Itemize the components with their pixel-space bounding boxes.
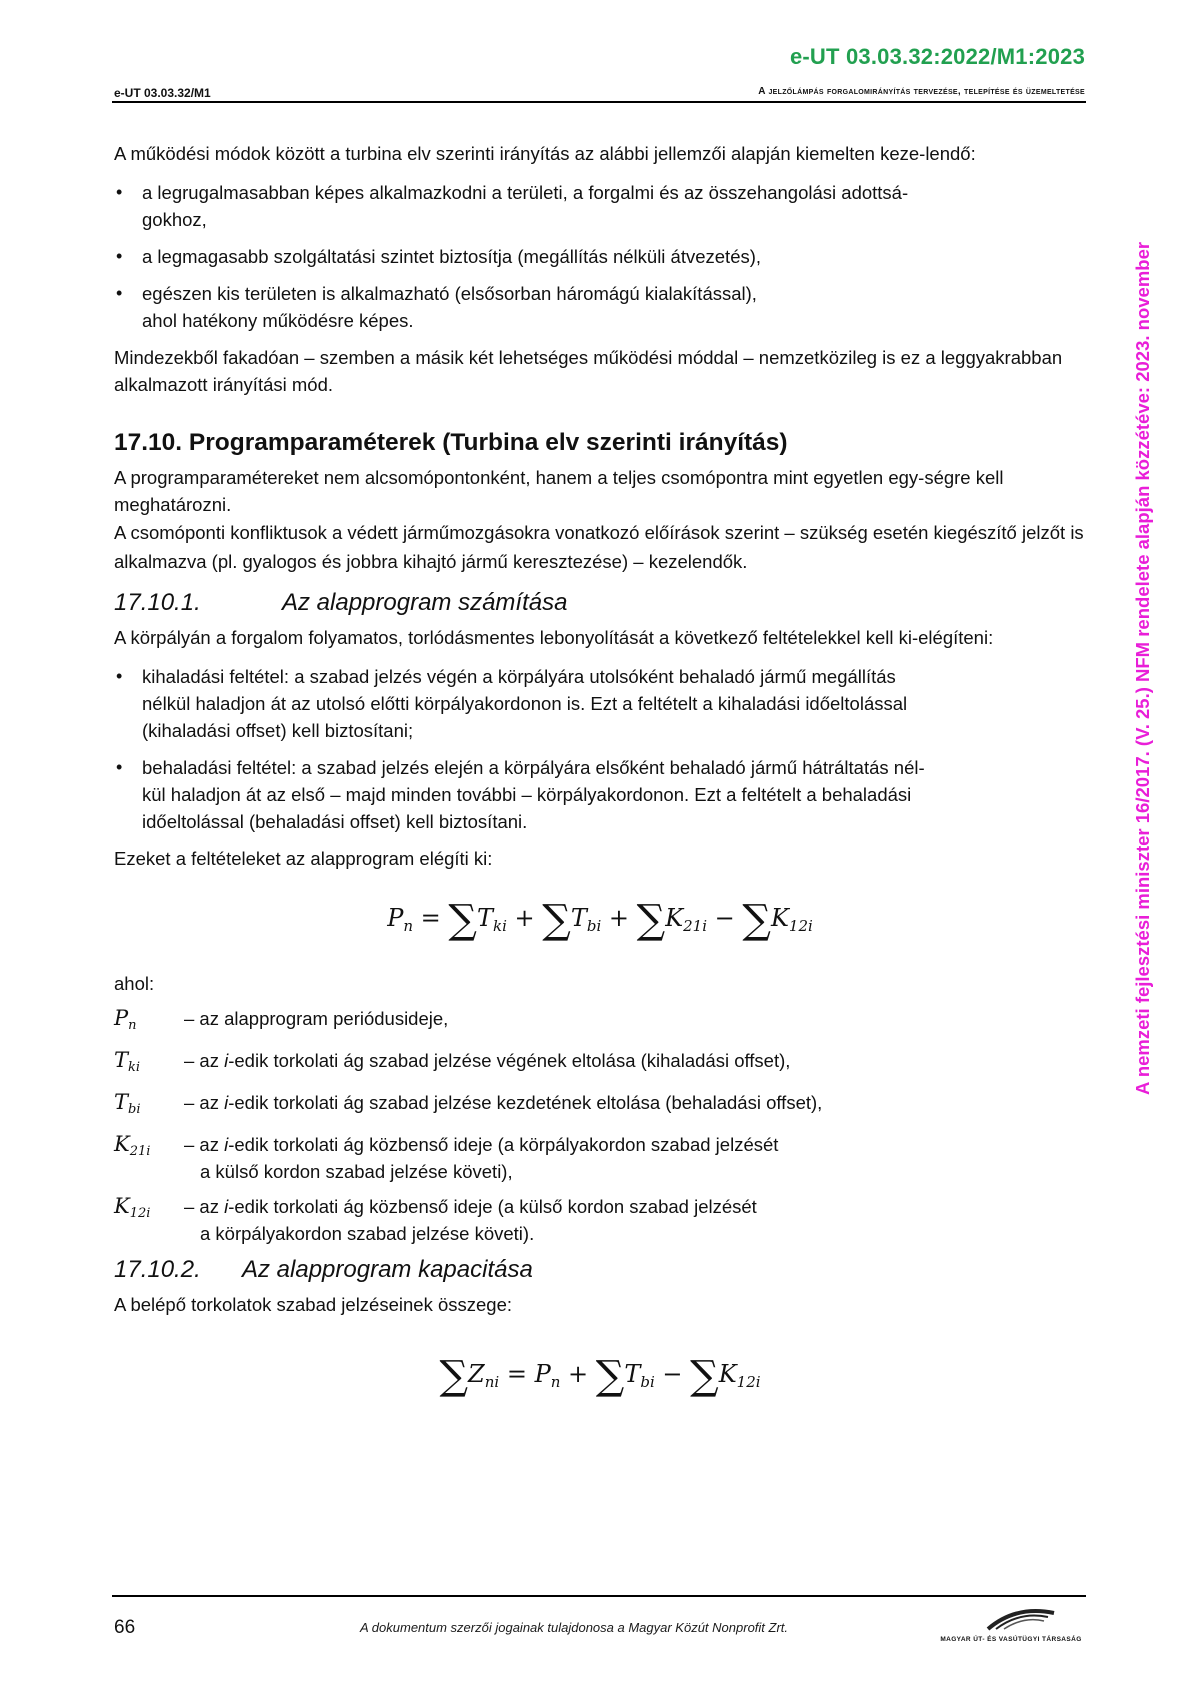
list-item-line: időeltolással (behaladási offset) kell biztosítani.: [142, 811, 528, 832]
formula-subscript: ki: [492, 917, 507, 935]
formula-operator: =: [420, 904, 441, 932]
subsection-paragraph-1: A körpályán a forgalom folyamatos, torlódásmentes lebonyolítását a következő feltételekkel kell ki-elégíteni:: [114, 627, 994, 648]
header-doc-code: e-UT 03.03.32/M1: [114, 86, 211, 100]
definition-item: [114, 1131, 1086, 1185]
subsection-paragraph: A belépő torkolatok szabad jelzéseinek összege:: [114, 1294, 513, 1315]
formula-term: T: [476, 904, 493, 932]
sum-icon: ∑: [595, 1353, 625, 1399]
symbol-letter: K: [114, 1132, 130, 1156]
definition-item: [114, 1193, 1086, 1247]
symbol-letter: T: [114, 1090, 129, 1114]
definition-line: – az alapprogram periódusideje,: [184, 1008, 449, 1029]
definition-line: a körpályakordon szabad jelzése követi).: [200, 1223, 535, 1244]
definition-item: [114, 1047, 1086, 1081]
subsection-title: Az alapprogram számítása: [282, 589, 568, 616]
plus-icon: +: [608, 904, 629, 932]
list-item-line: nélkül haladjon át az utolsó előtti körpályakordonon is. Ezt a feltételt a kihaladási időeltolással: [142, 693, 908, 714]
definition-symbol: [114, 1089, 184, 1123]
list-item: [114, 754, 1086, 835]
sum-icon: ∑: [636, 897, 666, 943]
list-item-line: • behaladási feltétel: a szabad jelzés elején a körpályára elsőként behaladó jármű hátráltatás nél-: [142, 757, 925, 778]
list-item: [114, 280, 1086, 334]
main-content: [114, 140, 1086, 1426]
subsection-paragraph-2: Ezeket a feltételeket az alapprogram elégíti ki:: [114, 848, 493, 869]
definition-item: [114, 1005, 1086, 1039]
copyright-notice: A dokumentum szerzői jogainak tulajdonosa a Magyar Közút Nonprofit Zrt.: [360, 1620, 789, 1635]
list-item-line: • egészen kis területen is alkalmazható (elsősorban háromágú kialakítással),: [142, 283, 757, 304]
header-title: A jelzőlámpás forgalomirányítás tervezése, telepítése és üzemeltetése: [758, 86, 1085, 97]
definition-symbol: [114, 1047, 184, 1081]
logo-text: MAGYAR ÚT- ÉS VASÚTÜGYI TÁRSASÁG: [940, 1636, 1082, 1643]
formula-term: P: [534, 1360, 551, 1388]
definition-list: [114, 1005, 1086, 1247]
definition-text: [184, 1131, 1086, 1185]
formula-term: K: [770, 904, 789, 932]
page-number: 66: [114, 1617, 136, 1638]
subsection-heading-2: [114, 1255, 1086, 1285]
list-item-line: (kihaladási offset) kell biztosítani;: [142, 720, 414, 741]
formula-subscript: n: [550, 1373, 561, 1391]
definition-line: – az i-edik torkolati ág szabad jelzése kezdetének eltolása (behaladási offset),: [184, 1092, 823, 1113]
definition-symbol: [114, 1131, 184, 1185]
symbol-subscript: ki: [128, 1060, 141, 1075]
formula-subscript: ni: [484, 1373, 500, 1391]
intro-bullet-list: [114, 179, 1086, 334]
plus-icon: +: [568, 1360, 589, 1388]
subsection-number: 17.10.2.: [114, 1256, 201, 1283]
formula-subscript: 12i: [736, 1373, 761, 1391]
symbol-subscript: n: [128, 1018, 137, 1033]
symbol-letter: T: [114, 1048, 129, 1072]
list-item-line: gokhoz,: [142, 209, 207, 230]
intro-paragraph-2: Mindezekből fakadóan – szemben a másik két lehetséges működési móddal – nemzetközileg is ez a leggyakrabban alkalmazott irányítási mód.: [114, 347, 1063, 395]
publisher-logo: [936, 1603, 1086, 1643]
subsection-heading-1: [114, 588, 1086, 618]
definition-text: [184, 1005, 1086, 1039]
definition-text: [184, 1047, 1086, 1081]
footer-rule: [112, 1595, 1086, 1597]
definition-line: – az i-edik torkolati ág közbenső ideje (a külső kordon szabad jelzését: [184, 1196, 757, 1217]
document-code-top: e-UT 03.03.32:2022/M1:2023: [789, 44, 1085, 69]
list-item: [114, 243, 1086, 270]
definition-symbol: [114, 1005, 184, 1039]
definition-line: a külső kordon szabad jelzése követi),: [200, 1161, 513, 1182]
symbol-letter: P: [114, 1006, 129, 1030]
section-heading: 17.10. Programparaméterek (Turbina elv szerinti irányítás): [114, 429, 788, 456]
definition-item: [114, 1089, 1086, 1123]
list-item: [114, 663, 1086, 744]
formula-term: Z: [468, 1360, 485, 1388]
side-note-container: [1132, 160, 1154, 1095]
subsection-number: 17.10.1.: [114, 589, 201, 616]
plus-icon: +: [514, 904, 535, 932]
formula-subscript: n: [403, 917, 414, 935]
formula-term: P: [387, 904, 404, 932]
formula-subscript: bi: [640, 1373, 655, 1391]
minus-icon: −: [662, 1360, 683, 1388]
symbol-letter: K: [114, 1194, 130, 1218]
formula-base-program: [114, 898, 1086, 946]
definition-symbol: [114, 1193, 184, 1247]
sum-icon: ∑: [439, 1353, 469, 1399]
section-paragraph-2: A csomóponti konfliktusok a védett járműmozgásokra vonatkozó előírások szerint – szükség esetén kiegészítő jelzőt is alkalmazva (pl. gyalogos és jobbra kihajtó jármű keresztezése) – kezelendők.: [114, 522, 1084, 572]
formula-subscript: 12i: [788, 917, 813, 935]
definition-text: [184, 1089, 1086, 1123]
sum-icon: ∑: [690, 1353, 719, 1399]
intro-paragraph-1: A működési módok között a turbina elv szerinti irányítás az alábbi jellemzői alapján kiemelten keze-lendő:: [114, 143, 976, 164]
list-item: [114, 179, 1086, 233]
symbol-subscript: 12i: [129, 1206, 151, 1221]
section-paragraph-1: A programparamétereket nem alcsomópontonként, hanem a teljes csomópontra mint egyetlen egy-ségre kell meghatározni.: [114, 467, 1004, 515]
sum-icon: ∑: [742, 897, 771, 943]
formula-term: K: [718, 1360, 737, 1388]
list-item-line: kül haladjon át az első – majd minden további – körpályakordonon. Ezt a feltételt a behaladási: [142, 784, 912, 805]
formula-capacity: [114, 1354, 1086, 1402]
definition-text: [184, 1193, 1086, 1247]
condition-bullet-list: [114, 663, 1086, 835]
where-label: ahol:: [114, 973, 155, 994]
minus-icon: −: [714, 904, 735, 932]
sum-icon: ∑: [448, 897, 477, 943]
formula-operator: =: [506, 1360, 527, 1388]
header-rule: [112, 101, 1086, 103]
formula-subscript: bi: [586, 917, 602, 935]
definition-line: – az i-edik torkolati ág közbenső ideje (a körpályakordon szabad jelzését: [184, 1134, 779, 1155]
list-item-line: • a legmagasabb szolgáltatási szintet biztosítja (megállítás nélküli átvezetés),: [142, 246, 762, 267]
symbol-subscript: 21i: [129, 1144, 151, 1159]
formula-term: T: [624, 1360, 641, 1388]
formula-subscript: 21i: [683, 917, 708, 935]
definition-line: – az i-edik torkolati ág szabad jelzése végének eltolása (kihaladási offset),: [184, 1050, 791, 1071]
side-note: A nemzeti fejlesztési miniszter 16/2017. (V. 25.) NFM rendelete alapján közzétéve: 2023. november: [1132, 241, 1153, 1095]
road-arc-logo-icon: [936, 1603, 1086, 1633]
list-item-line: • kihaladási feltétel: a szabad jelzés végén a körpályára utolsóként behaladó jármű megállítás: [142, 666, 896, 687]
subsection-title: Az alapprogram kapacitása: [242, 1256, 533, 1283]
list-item-line: ahol hatékony működésre képes.: [142, 310, 414, 331]
formula-term: T: [570, 904, 587, 932]
symbol-subscript: bi: [128, 1102, 141, 1117]
formula-term: K: [665, 904, 684, 932]
sum-icon: ∑: [542, 897, 571, 943]
list-item-line: • a legrugalmasabban képes alkalmazkodni a területi, a forgalmi és az összehangolási adottsá-: [142, 182, 909, 203]
